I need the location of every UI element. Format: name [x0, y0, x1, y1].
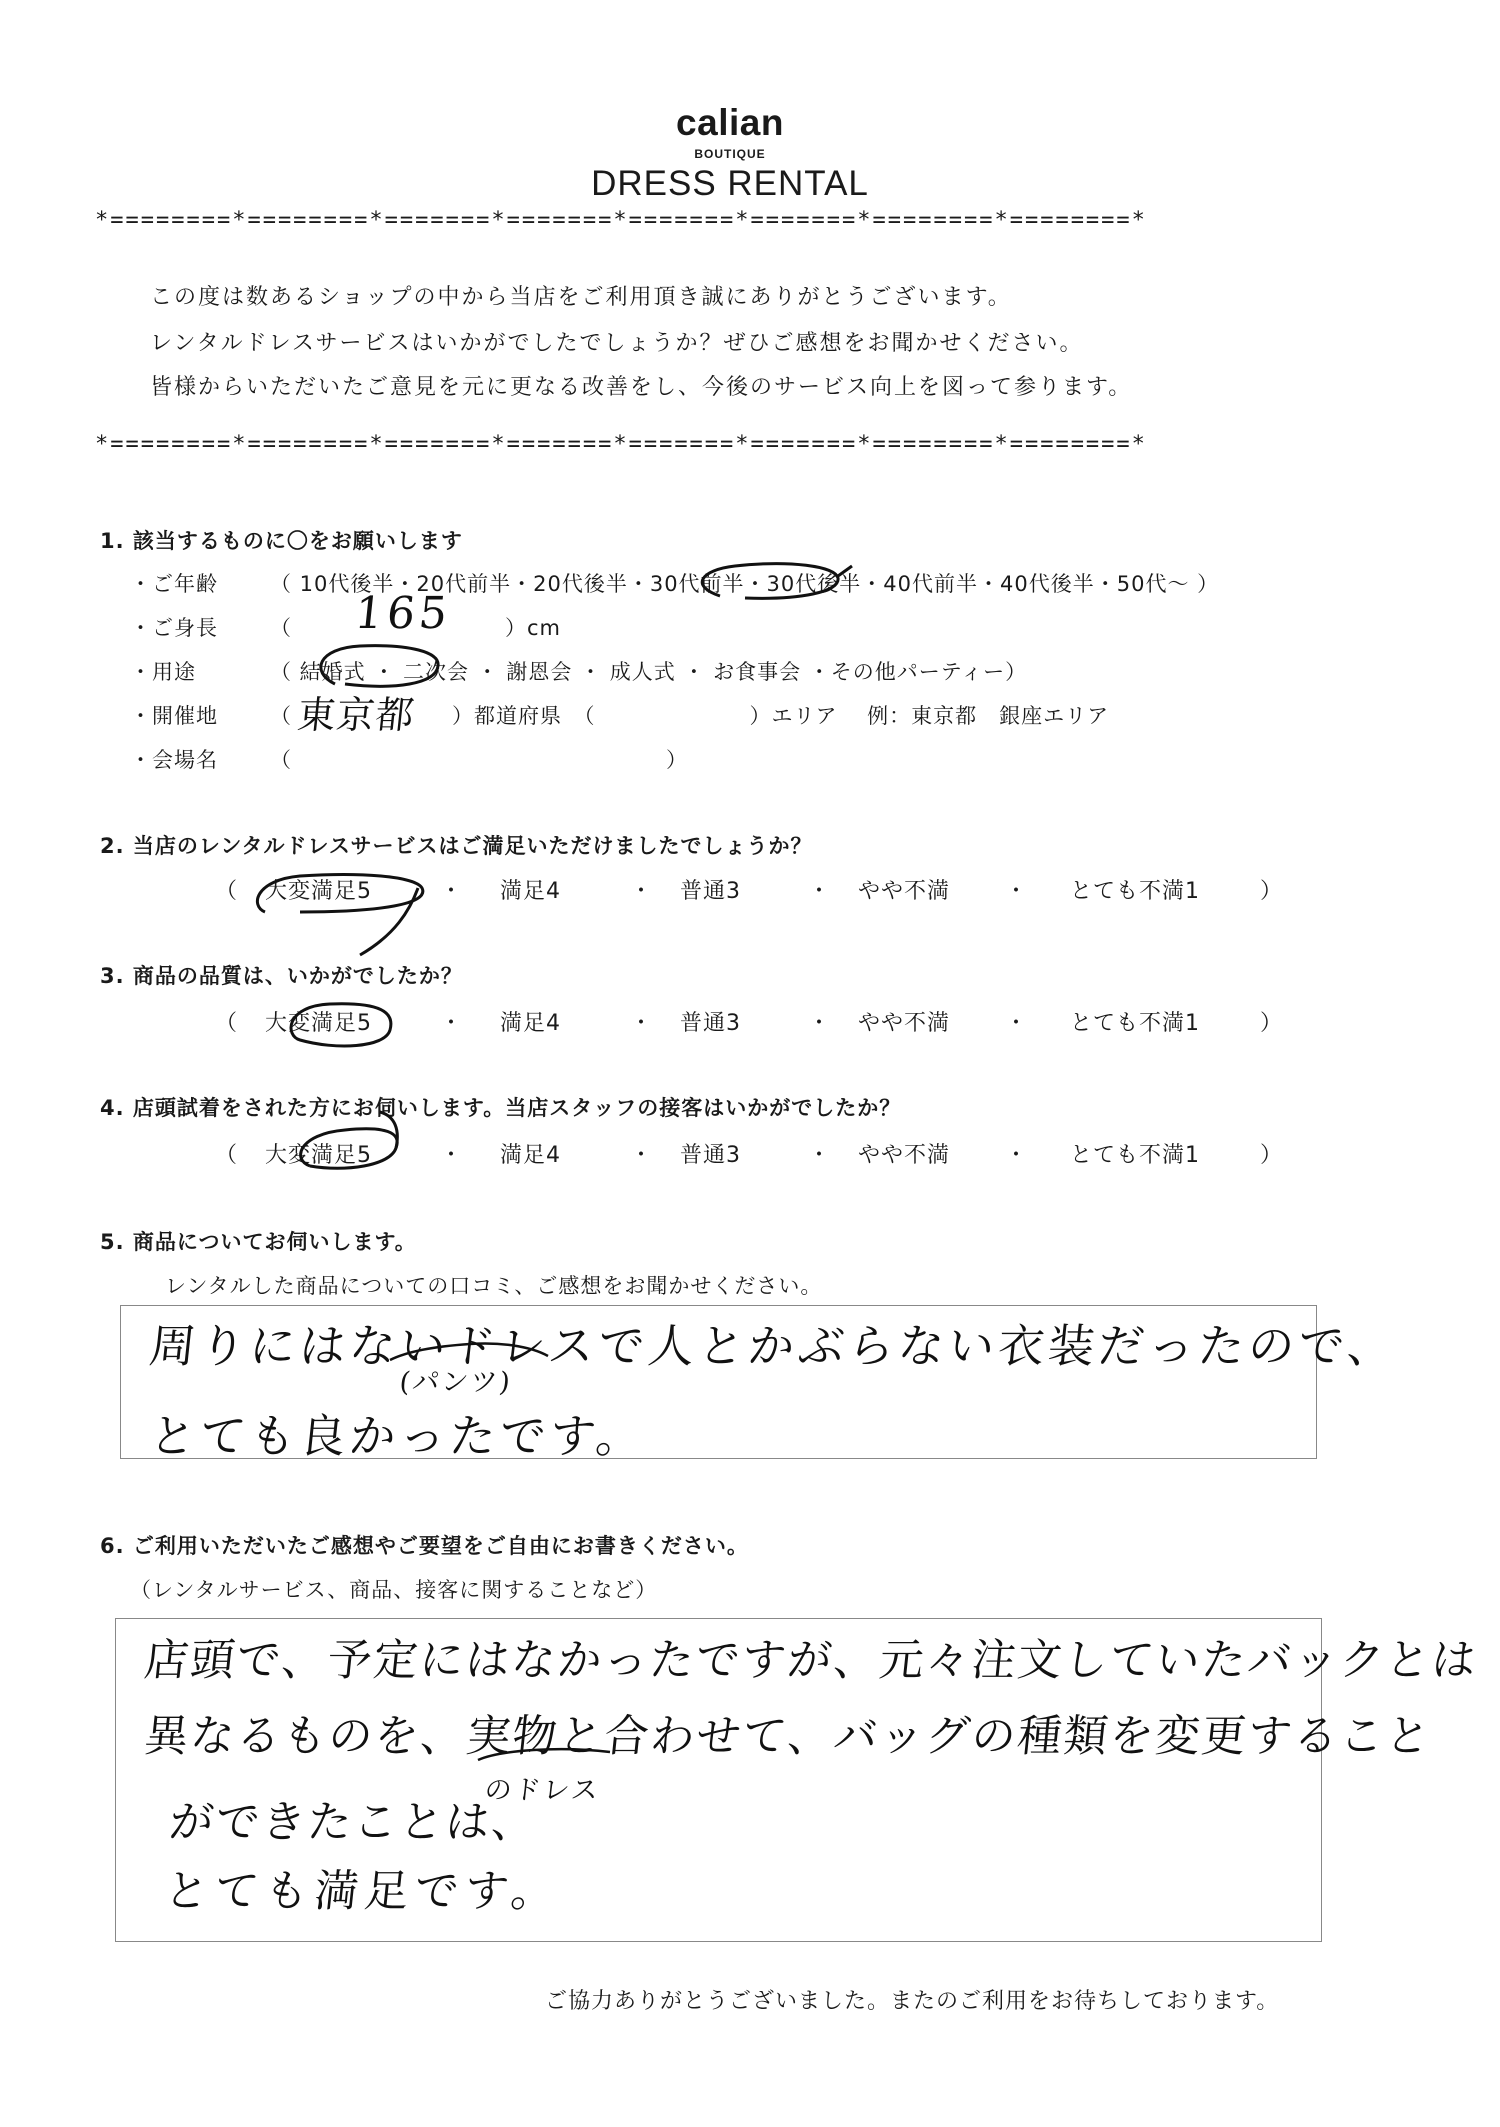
- scale-very-satisfied[interactable]: 大変満足5: [265, 879, 372, 904]
- scale-neutral[interactable]: 普通3: [680, 1143, 741, 1168]
- scale-satisfied[interactable]: 満足4: [500, 1143, 561, 1168]
- age-label: ・ご年齢: [130, 572, 218, 596]
- q5-answer-line-2: とても良かったです。: [146, 1409, 649, 1463]
- scale-dot: ・: [808, 879, 832, 904]
- scale-open: （: [215, 1011, 239, 1036]
- q6-answer-line-3: ができたことは、: [166, 1797, 541, 1848]
- q3-title: 3. 商品の品質は、いかがでしたか？: [100, 964, 463, 988]
- height-label: ・ご身長: [130, 616, 218, 640]
- page-title: DRESS RENTAL: [591, 164, 869, 203]
- intro-line-1: この度は数あるショップの中から当店をご利用頂き誠にありがとうございます。: [150, 285, 1012, 310]
- scale-dot: ・: [808, 1011, 832, 1036]
- scale-dot: ・: [440, 1143, 464, 1168]
- scale-satisfied[interactable]: 満足4: [500, 879, 561, 904]
- purpose-label: ・用途: [130, 660, 196, 684]
- intro-line-3: 皆様からいただいたご意見を元に更なる改善をし、今後のサービス向上を図って参ります。: [150, 375, 1133, 400]
- scale-dot: ・: [630, 1143, 654, 1168]
- scale-dot: ・: [440, 1011, 464, 1036]
- hall-field[interactable]: （ ）: [270, 748, 688, 772]
- q5-subtitle: レンタルした商品についての口コミ、ご感想をお聞かせください。: [165, 1274, 823, 1298]
- scale-open: （: [215, 1143, 239, 1168]
- footer-thanks: ご協力ありがとうございました。またのご利用をお待ちしております。: [545, 1989, 1280, 2014]
- scale-close: ）: [1260, 879, 1284, 904]
- scale-very-dissatisfied[interactable]: とても不満1: [1070, 879, 1200, 904]
- venue-value[interactable]: 東京都: [295, 693, 417, 737]
- scale-dot: ・: [630, 879, 654, 904]
- scale-satisfied[interactable]: 満足4: [500, 1011, 561, 1036]
- scale-close: ）: [1260, 1011, 1284, 1036]
- height-open: （: [270, 616, 292, 640]
- q6-answer-line-1: 店頭で、予定にはなかったですが、元々注文していたバックとは: [141, 1635, 1481, 1686]
- brand-logo: calian: [676, 102, 784, 143]
- scale-open: （: [215, 879, 239, 904]
- scale-somewhat-dissatisfied[interactable]: やや不満: [858, 1011, 951, 1036]
- scale-dot: ・: [1005, 879, 1029, 904]
- scale-neutral[interactable]: 普通3: [680, 879, 741, 904]
- height-value[interactable]: 165: [352, 588, 454, 639]
- venue-open: （: [270, 704, 292, 728]
- separator-bottom: *========*========*=======*=======*=======*=======*========*========*: [95, 432, 1147, 457]
- q5-title: 5. 商品についてお伺いします。: [100, 1230, 417, 1254]
- scale-dot: ・: [1005, 1143, 1029, 1168]
- venue-rest: ）都道府県 （ ）エリア 例：東京都 銀座エリア: [452, 704, 1110, 728]
- q5-answer-insert: (パンツ): [398, 1367, 514, 1398]
- scale-dot: ・: [440, 879, 464, 904]
- scale-neutral[interactable]: 普通3: [680, 1011, 741, 1036]
- scale-somewhat-dissatisfied[interactable]: やや不満: [858, 879, 951, 904]
- intro-line-2: レンタルドレスサービスはいかがでしたでしょうか？ぜひご感想をお聞かせください。: [150, 331, 1084, 356]
- q6-answer-line-4: とても満足です。: [161, 1866, 564, 1917]
- brand-subtitle: BOUTIQUE: [694, 147, 766, 161]
- scale-very-satisfied[interactable]: 大変満足5: [265, 1011, 372, 1036]
- q6-answer-line-2: 異なるものを、実物と合わせて、バッグの種類を変更すること: [141, 1711, 1435, 1762]
- q1-title: 1. 該当するものに〇をお願いします: [100, 529, 463, 553]
- scale-very-satisfied[interactable]: 大変満足5: [265, 1143, 372, 1168]
- age-options[interactable]: （ 10代後半・20代前半・20代後半・30代前半・30代後半・40代前半・40代後半・50代〜 ）: [270, 572, 1220, 596]
- height-unit: ）cm: [505, 616, 562, 640]
- scale-somewhat-dissatisfied[interactable]: やや不満: [858, 1143, 951, 1168]
- separator-top: *========*========*=======*=======*=======*=======*========*========*: [95, 208, 1147, 233]
- hall-label: ・会場名: [130, 748, 218, 772]
- q6-subtitle: （レンタルサービス、商品、接客に関することなど）: [130, 1578, 658, 1602]
- scale-dot: ・: [630, 1011, 654, 1036]
- q6-answer-insert: のドレス: [483, 1775, 602, 1806]
- q4-title: 4. 店頭試着をされた方にお伺いします。当店スタッフの接客はいかがでしたか？: [100, 1096, 902, 1120]
- q6-title: 6. ご利用いただいたご感想やご要望をご自由にお書きください。: [100, 1534, 749, 1558]
- q2-title: 2. 当店のレンタルドレスサービスはご満足いただけましたでしょうか？: [100, 834, 813, 858]
- scale-close: ）: [1260, 1143, 1284, 1168]
- scale-dot: ・: [1005, 1011, 1029, 1036]
- purpose-options[interactable]: （ 結婚式 ・ 二次会 ・ 謝恩会 ・ 成人式 ・ お食事会 ・その他パーティー）: [270, 660, 1028, 684]
- q5-answer-line-1: 周りにはないドレスで人とかぶらない衣装だったので、: [146, 1319, 1401, 1373]
- scale-dot: ・: [808, 1143, 832, 1168]
- scale-very-dissatisfied[interactable]: とても不満1: [1070, 1143, 1200, 1168]
- venue-label: ・開催地: [130, 704, 218, 728]
- scale-very-dissatisfied[interactable]: とても不満1: [1070, 1011, 1200, 1036]
